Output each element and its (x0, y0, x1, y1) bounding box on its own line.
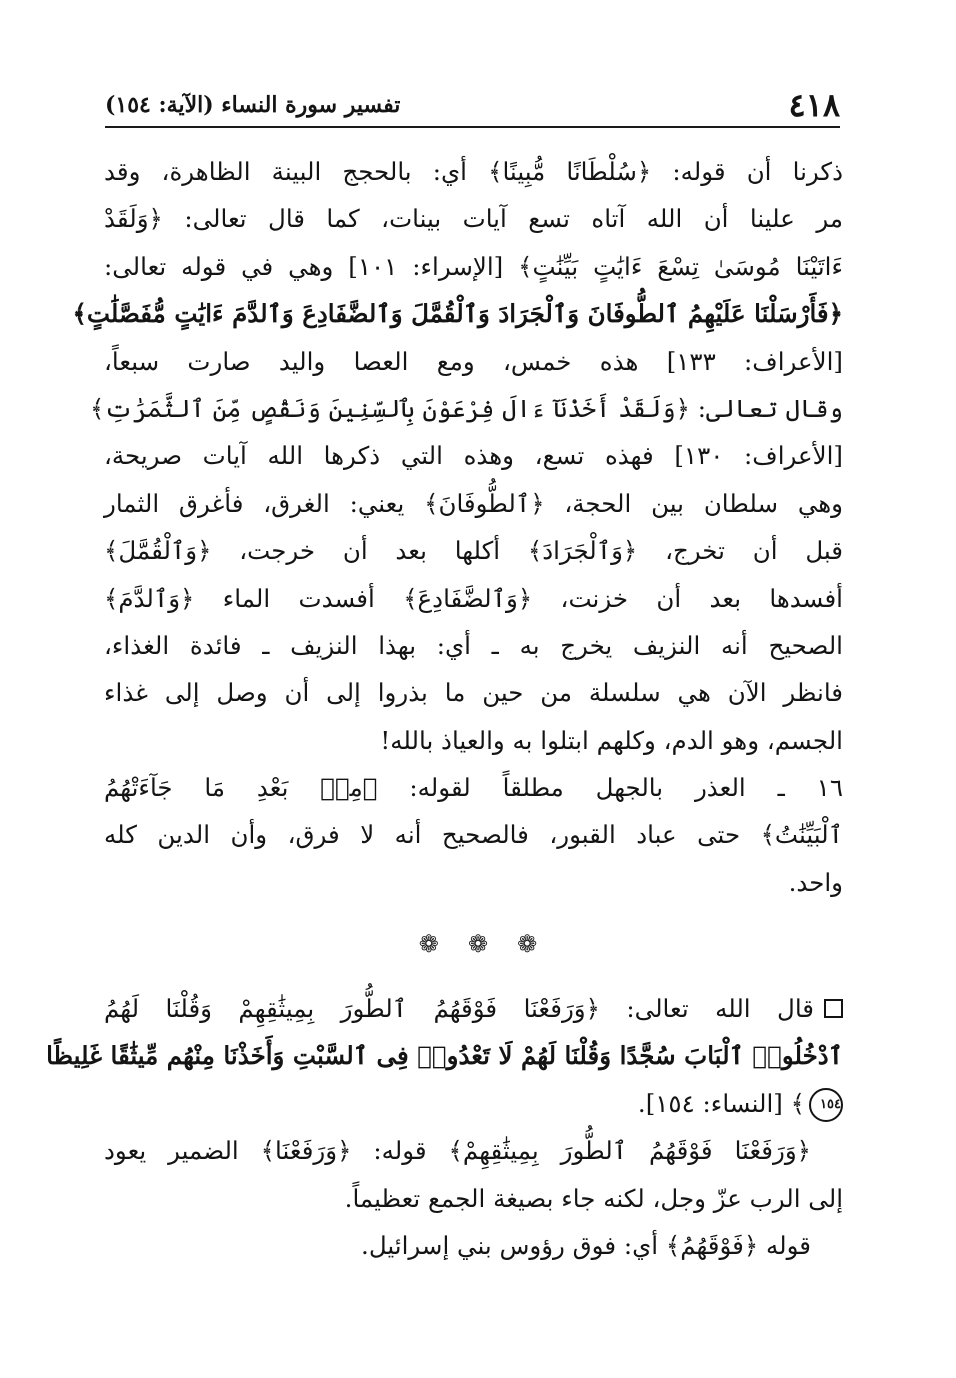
header-rule (105, 126, 840, 128)
page-number: ٤١٨ (788, 86, 840, 124)
text-line: [الأعراف: ١٣٠] فهذه تسع، وهذه التي ذكرها الله آيات صريحة، (104, 441, 843, 471)
text-line: الجسم، وهو الدم، وكلهم ابتلوا به والعياذ بالله! (380, 725, 843, 755)
text-line: وهي سلطان بين الحجة، ﴿ٱلطُّوفَانَ﴾ يعني: الغرق، فأغرق الثمار (104, 488, 843, 518)
text-line: أفسدها بعد أن خزنت، ﴿وَٱلضَّفَادِعَ﴾ أفسدت الماء ﴿وَٱلدَّمَ﴾ (104, 583, 843, 613)
text-line: إلى الرب عزّ وجل، لكنه جاء بصيغة الجمع تعظيماً. (344, 1183, 843, 1213)
text-line: الصحيح أنه النزيف يخرج به ـ أي: بهذا النزيف ـ فائدة الغذاء، (104, 630, 843, 660)
text-line: ذكرنا أن قوله: ﴿سُلْطَانًا مُّبِينًا﴾ أي: بالحجج البينة الظاهرة، وقد (104, 157, 843, 186)
text-line: [الأعراف: ١٣٣] هذه خمس، ومع العصا واليد صارت سبعاً، (104, 346, 843, 376)
text-line (104, 1127, 843, 1174)
text-line: قبل أن تخرج، ﴿وَٱلْجَرَادَ﴾ أكلها بعد أن خرجت، ﴿وَٱلْقُمَّلَ﴾ (104, 536, 843, 566)
separator-ornament: ❁ (467, 930, 489, 958)
verse-section (46, 985, 843, 1269)
commentary-text: قوله ﴿فَوْقَهُمُ﴾ أي: فوق رؤوس بني إسرائيل. (361, 1230, 811, 1260)
verse-text: قال الله تعالى: ﴿وَرَفَعْنَا فَوْقَهُمُ ٱلطُّورَ بِمِيثَٰقِهِمْ وَقُلْنَا لَهُمُ (104, 994, 814, 1023)
commentary-text: ﴿وَرَفَعْنَا فَوْقَهُمُ ٱلطُّورَ بِمِيثَٰقِهِمْ﴾ قوله: ﴿وَرَفَعْنَا﴾ الضمير يعود (104, 1136, 811, 1166)
text-line (104, 1222, 843, 1269)
text-line: ءَاتَيْنَا مُوسَىٰ تِسْعَ ءَايَٰتٍ بَيِّنَٰتٍ﴾ [الإسراء: ١٠١] وهي في قوله تعالى: (104, 251, 843, 281)
text-line: مر علينا أن الله آتاه تسع آيات بينات، كما قال تعالى: ﴿وَلَقَدْ (104, 204, 843, 234)
text-line: واحد. (788, 867, 843, 897)
text-line: وقال تعالى: ﴿وَلَقَدْ أَخَذْنَآ ءَالَ فِرْعَوْنَ بِٱلسِّنِينَ وَنَقْصٍ مِّنَ ٱلثَّمَرَٰتِ﴾ (89, 393, 843, 423)
verse-line (104, 1080, 843, 1127)
verse-reference: ﴾ [النساء: ١٥٤]. (637, 1088, 805, 1118)
text-line: فانظر الآن هي سلسلة من حين ما بذروا إلى أن وصل إلى غذاء (104, 678, 843, 708)
section-separator (0, 930, 956, 958)
ayah-number-marker: ١٥٤ (809, 1088, 843, 1122)
running-title: تفسير سورة النساء (الآية: ١٥٤) (105, 92, 401, 118)
verse-line (104, 985, 843, 1032)
verse-line: ٱدْخُلُوا۟ ٱلْبَابَ سُجَّدًا وَقُلْنَا لَهُمْ لَا تَعْدُوا۟ فِى ٱلسَّبْتِ وَأَخَذْنَا مِنْهُم مِّيثَٰقًا غَلِيظًا (46, 1041, 843, 1071)
text-line: ١٦ ـ العذر بالجهل مطلقاً لقوله: ﴿مِنۢ بَعْدِ مَا جَآءَتْهُمُ (104, 773, 843, 803)
page-header (105, 84, 840, 128)
square-bullet-icon (824, 999, 843, 1018)
separator-ornament: ❁ (418, 930, 439, 958)
text-line: ﴿فَأَرْسَلْنَا عَلَيْهِمُ ٱلطُّوفَانَ وَٱلْجَرَادَ وَٱلْقُمَّلَ وَٱلضَّفَادِعَ وَٱلدَّمَ ءَايَٰتٍ مُّفَصَّلَٰتٍ﴾ (72, 299, 843, 329)
separator-ornament: ❁ (517, 930, 538, 958)
main-text-block (72, 148, 843, 918)
text-line: ٱلْبَيِّنَٰتُ﴾ حتى عباد القبور، فالصحيح أنه لا فرق، وأن الدين كله (104, 820, 843, 850)
